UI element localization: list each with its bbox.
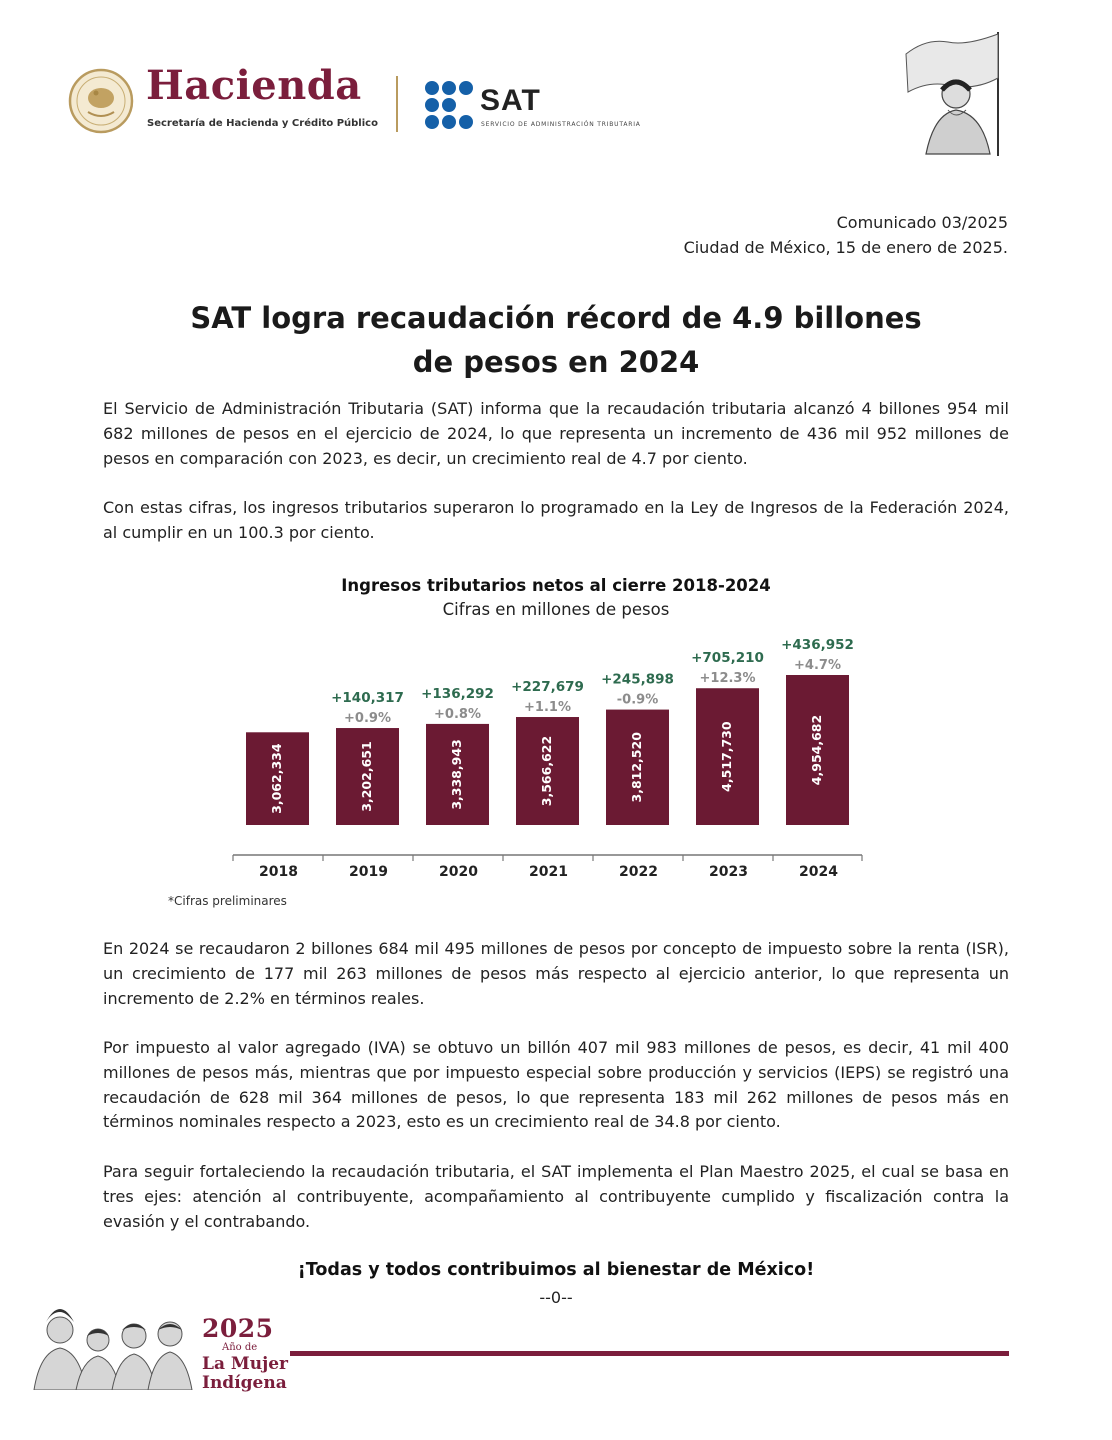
footer-line-1: La Mujer bbox=[202, 1354, 288, 1374]
paragraph-5: Para seguir fortaleciendo la recaudación tributaria, el SAT implementa el Plan Maestro 2025, el cual se basa en tres ejes: atención al contribuyente, acompañamiento al contribuyente cumplido y fiscalización contra la evasión y el contrabando. bbox=[103, 1162, 1009, 1231]
growth-label-2019: +0.9% bbox=[344, 711, 391, 727]
increment-label-2021: +227,679 bbox=[511, 679, 584, 696]
sat-logo-icon bbox=[424, 80, 474, 130]
mexico-coat-of-arms-seal bbox=[68, 68, 134, 134]
growth-label-2020: +0.8% bbox=[434, 706, 481, 722]
x-tick-label-2022: 2022 bbox=[619, 864, 658, 880]
bar-value-label-2022: 3,812,520 bbox=[629, 732, 644, 803]
bar-value-label-2018: 3,062,334 bbox=[269, 743, 284, 814]
footer-line-2: Indígena bbox=[202, 1373, 287, 1393]
place-and-date: Ciudad de México, 15 de enero de 2025. bbox=[683, 238, 1008, 257]
increment-label-2022: +245,898 bbox=[601, 671, 674, 688]
increment-label-2019: +140,317 bbox=[331, 690, 404, 707]
sat-subtitle: SERVICIO DE ADMINISTRACIÓN TRIBUTARIA bbox=[481, 121, 641, 128]
x-tick-label-2021: 2021 bbox=[529, 864, 568, 880]
x-tick-label-2019: 2019 bbox=[349, 864, 388, 880]
hacienda-wordmark: Hacienda bbox=[146, 62, 362, 109]
end-mark: --0-- bbox=[539, 1288, 573, 1307]
title-line-1: SAT logra recaudación récord de 4.9 billones bbox=[190, 301, 922, 335]
chart-title: Ingresos tributarios netos al cierre 2018-2024 bbox=[341, 576, 771, 595]
sat-wordmark: SAT bbox=[480, 84, 541, 117]
footer-anio-de: Año de bbox=[222, 1342, 258, 1353]
paragraph-2: Con estas cifras, los ingresos tributarios superaron lo programado en la Ley de Ingresos de la Federación 2024, al cumplir en un 100.3 por ciento. bbox=[103, 498, 1009, 542]
footer-year: 2025 bbox=[202, 1314, 274, 1343]
growth-label-2021: +1.1% bbox=[524, 700, 571, 716]
indigenous-women-illustration bbox=[30, 1290, 195, 1390]
bar-value-label-2023: 4,517,730 bbox=[719, 721, 734, 792]
x-tick-label-2023: 2023 bbox=[709, 864, 748, 880]
paragraph-4: Por impuesto al valor agregado (IVA) se obtuvo un billón 407 mil 983 millones de pesos, es decir, 41 mil 400 millones de pesos más, mientras que por impuesto especial sobre producción y servicios (IEPS) se registró una recaudación de 628 mil 364 millones de pesos, lo que representa 183 mil 262 millones de pesos más en términos nominales respecto a 2023, esto es un crecimiento real de 34.8 por ciento. bbox=[103, 1038, 1009, 1132]
bar-value-label-2019: 3,202,651 bbox=[359, 741, 374, 812]
communique-number: Comunicado 03/2025 bbox=[836, 213, 1008, 232]
bar-value-label-2024: 4,954,682 bbox=[809, 714, 824, 786]
page-title bbox=[0, 296, 1112, 384]
increment-label-2024: +436,952 bbox=[781, 637, 854, 653]
footer-rule bbox=[290, 1351, 1009, 1356]
header-divider bbox=[396, 76, 398, 132]
revenue-bar-chart bbox=[0, 620, 1112, 890]
title-line-2: de pesos en 2024 bbox=[412, 345, 700, 379]
increment-label-2020: +136,292 bbox=[421, 685, 494, 702]
woman-with-flag-illustration bbox=[886, 28, 1010, 156]
growth-label-2022: -0.9% bbox=[616, 692, 659, 708]
x-tick-label-2018: 2018 bbox=[259, 864, 298, 880]
hacienda-subtitle: Secretaría de Hacienda y Crédito Público bbox=[147, 118, 378, 129]
x-tick-label-2024: 2024 bbox=[799, 864, 838, 880]
x-tick-label-2020: 2020 bbox=[439, 864, 478, 880]
increment-label-2023: +705,210 bbox=[691, 650, 764, 667]
closing-motto: ¡Todas y todos contribuimos al bienestar de México! bbox=[297, 1260, 815, 1280]
growth-label-2023: +12.3% bbox=[699, 671, 756, 687]
paragraph-3: En 2024 se recaudaron 2 billones 684 mil 495 millones de pesos por concepto de impuesto sobre la renta (ISR), un crecimiento de 177 mil 263 millones de pesos más respecto al ejercicio anterior, lo que representa un incremento de 2.2% en términos reales. bbox=[103, 939, 1009, 1008]
paragraph-1: El Servicio de Administración Tributaria (SAT) informa que la recaudación tributaria alcanzó 4 billones 954 mil 682 millones de pesos en el ejercicio de 2024, lo que representa un incremento de 436 mil 952 millones de pesos en comparación con 2023, es decir, un crecimiento real de 4.7 por ciento. bbox=[103, 399, 1009, 468]
dateline bbox=[684, 210, 1008, 260]
chart-footnote: *Cifras preliminares bbox=[168, 894, 287, 908]
chart-subtitle: Cifras en millones de pesos bbox=[442, 600, 670, 619]
growth-label-2024: +4.7% bbox=[794, 658, 841, 673]
bar-value-label-2021: 3,566,622 bbox=[539, 735, 554, 807]
bar-value-label-2020: 3,338,943 bbox=[449, 739, 464, 810]
